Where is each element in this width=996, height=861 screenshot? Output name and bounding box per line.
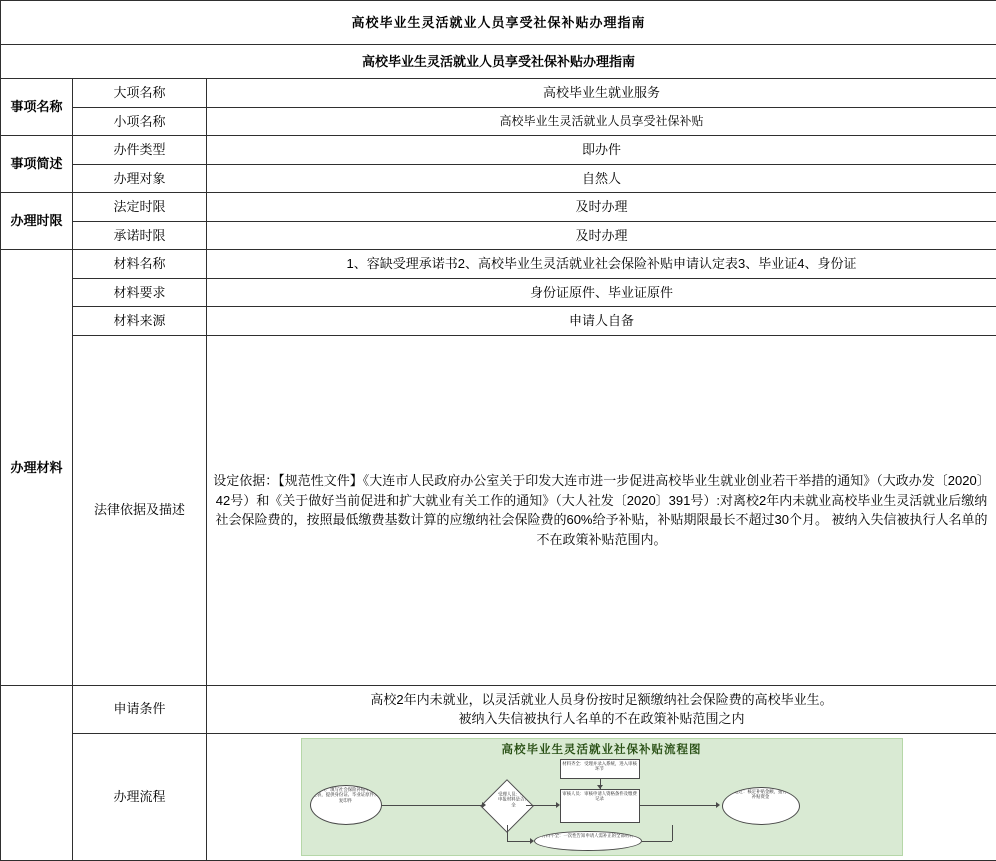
field-value-promised-limit: 及时办理 — [207, 221, 996, 250]
flow-arrow-4 — [716, 802, 720, 808]
process-flowchart-image — [301, 738, 903, 856]
field-label-major-name: 大项名称 — [73, 79, 207, 108]
condition-line-2: 被纳入失信被执行人名单的不在政策补贴范围之内 — [213, 709, 990, 729]
flow-node-incomplete: 材料不全：一次性告知申请人需补正的全部材料 — [534, 831, 642, 851]
field-value-process — [207, 733, 996, 860]
table-row — [1, 107, 996, 136]
field-label-case-type: 办件类型 — [73, 136, 207, 165]
table-row — [1, 250, 996, 279]
field-value-major-name: 高校毕业生就业服务 — [207, 79, 996, 108]
section-label-summary: 事项简述 — [1, 136, 73, 193]
field-value-material-req: 身份证原件、毕业证原件 — [207, 278, 996, 307]
document-subtitle: 高校毕业生灵活就业人员享受社保补贴办理指南 — [1, 45, 996, 79]
flow-arrow-1 — [482, 802, 486, 808]
table-row — [1, 79, 996, 108]
condition-line-1: 高校2年内未就业，以灵活就业人员身份按时足额缴纳社会保险费的高校毕业生。 — [213, 690, 990, 710]
table-row — [1, 307, 996, 336]
page-title: 高校毕业生灵活就业人员享受社保补贴办理指南 — [1, 1, 996, 45]
flowchart-title: 高校毕业生灵活就业社保补贴流程图 — [302, 742, 902, 759]
table-row — [1, 164, 996, 193]
section-label-materials: 办理材料 — [1, 250, 73, 686]
field-value-material-name: 1、容缺受理承诺书2、高校毕业生灵活就业社会保险补贴申请认定表3、毕业证4、身份证 — [207, 250, 996, 279]
table-row — [1, 193, 996, 222]
field-value-conditions — [207, 685, 996, 733]
flow-connector-2 — [526, 805, 556, 806]
field-value-case-type: 即办件 — [207, 136, 996, 165]
flow-node-check-materials: 受理人员：审核申报材料是否齐全 — [480, 779, 534, 833]
flow-node-applicant: 申请人：填写社会保险补贴申请认定表，提供身份证、毕业证原件及复印件 — [310, 785, 382, 825]
field-label-target: 办理对象 — [73, 164, 207, 193]
section-label-timelimit: 办理时限 — [1, 193, 73, 250]
field-label-material-req: 材料要求 — [73, 278, 207, 307]
flow-connector-1 — [382, 805, 482, 806]
document-subtitle-row — [1, 45, 996, 79]
flow-node-review: 审核人员：审核申请人资格条件及缴费记录 — [560, 789, 640, 823]
field-label-minor-name: 小项名称 — [73, 107, 207, 136]
field-label-material-name: 材料名称 — [73, 250, 207, 279]
flow-arrow-3 — [597, 785, 603, 789]
field-label-statutory-limit: 法定时限 — [73, 193, 207, 222]
flow-connector-8 — [642, 841, 672, 842]
field-value-legal-basis: 设定依据：【规范性文件】《大连市人民政府办公室关于印发大连市进一步促进高校毕业生就业创业若干举措的通知》（大政办发〔2020〕42号）和《关于做好当前促进和扩大就业有关工作的通知》（大人社发〔2020〕391号）:对离校2年内未就业高校毕业生灵活就业后缴纳社会保险费的，按照最低缴费基数计算的应缴纳社会保险费的60%给予补贴，补贴期限最长不超过30个月。 被纳入失信被执行人名单的不在政策补贴范围内。 — [207, 335, 996, 685]
table-row — [1, 221, 996, 250]
field-label-process: 办理流程 — [73, 733, 207, 860]
field-label-legal-basis: 法律依据及描述 — [73, 335, 207, 685]
field-value-statutory-limit: 及时办理 — [207, 193, 996, 222]
field-value-target: 自然人 — [207, 164, 996, 193]
flow-arrow-5 — [530, 838, 534, 844]
field-label-material-source: 材料来源 — [73, 307, 207, 336]
flow-node-approve-pay: 审核通过：核定补贴金额，拨付社保补贴资金 — [722, 787, 800, 825]
field-label-promised-limit: 承诺时限 — [73, 221, 207, 250]
flow-arrow-2 — [556, 802, 560, 808]
field-label-conditions: 申请条件 — [73, 685, 207, 733]
section-label-blank — [1, 685, 73, 860]
table-row — [1, 278, 996, 307]
field-value-minor-name: 高校毕业生灵活就业人员享受社保补贴 — [207, 107, 996, 136]
table-row — [1, 685, 996, 733]
table-row — [1, 335, 996, 685]
field-value-material-source: 申请人自备 — [207, 307, 996, 336]
table-row — [1, 733, 996, 860]
flow-connector-6 — [507, 841, 531, 842]
flow-connector-4 — [640, 805, 716, 806]
flow-node-accept: 材料齐全：受理并录入系统，进入审核环节 — [560, 759, 640, 779]
table-row — [1, 136, 996, 165]
section-label-name: 事项名称 — [1, 79, 73, 136]
document-title-row — [1, 1, 996, 45]
